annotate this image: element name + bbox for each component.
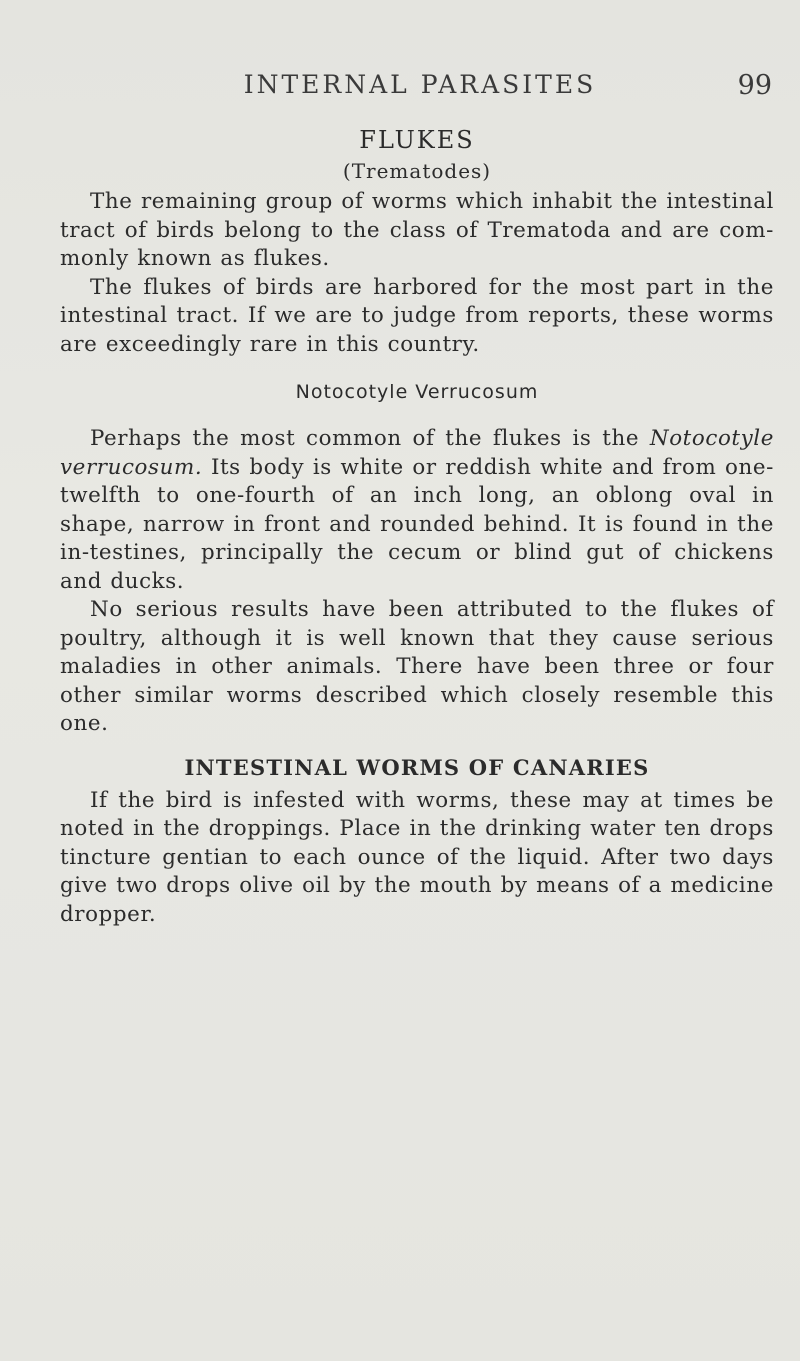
paragraph-text-before: Perhaps the most common of the flukes is the <box>90 426 650 451</box>
section-title-flukes: FLUKES <box>359 126 475 154</box>
paragraph-notocotyle-description <box>60 425 774 596</box>
running-title: INTERNAL PARASITES <box>243 70 597 99</box>
paragraph-canaries-treatment: If the bird is infested with worms, these may at times be noted in the droppings. Place in the drinking water ten drops tincture gentian to each ounce of the liquid. After two days give two drops olive oil by the mouth by means of a medicine dropper. <box>60 787 774 927</box>
species-name-italic: Notocotyle verrucosum. <box>60 426 774 480</box>
section-title-canaries: INTESTINAL WORMS OF CANARIES <box>184 754 650 780</box>
paragraph-text-after: Its body is white or reddish white and from one-twelfth to one-fourth of an inch long, an oblong oval in shape, narrow in front and rounded behind. It is found in the in-testines, principally the cecum or blind gut of chickens and ducks. <box>60 454 774 594</box>
page-number: 99 <box>737 70 772 101</box>
section-title-notocotyle: Notocotyle Verrucosum <box>295 381 539 403</box>
paragraph-flukes-intro: The remaining group of worms which inhabit the intestinal tract of birds belong to the class of Trematoda and are com-monly known as flukes. <box>60 189 774 271</box>
paragraph-notocotyle-effects: No serious results have been attributed to the flukes of poultry, although it is well known that they cause serious maladies in other animals. There have been three or four other similar worms described which closely resemble this one. <box>60 597 774 736</box>
running-head <box>0 70 800 110</box>
section-subtitle-trematodes: (Trematodes) <box>342 159 492 183</box>
paragraph-flukes-rarity: The flukes of birds are harbored for the most part in the intestinal tract. If we are to judge from reports, these worms are exceedingly rare in this country. <box>60 274 774 357</box>
body-text <box>60 124 774 929</box>
